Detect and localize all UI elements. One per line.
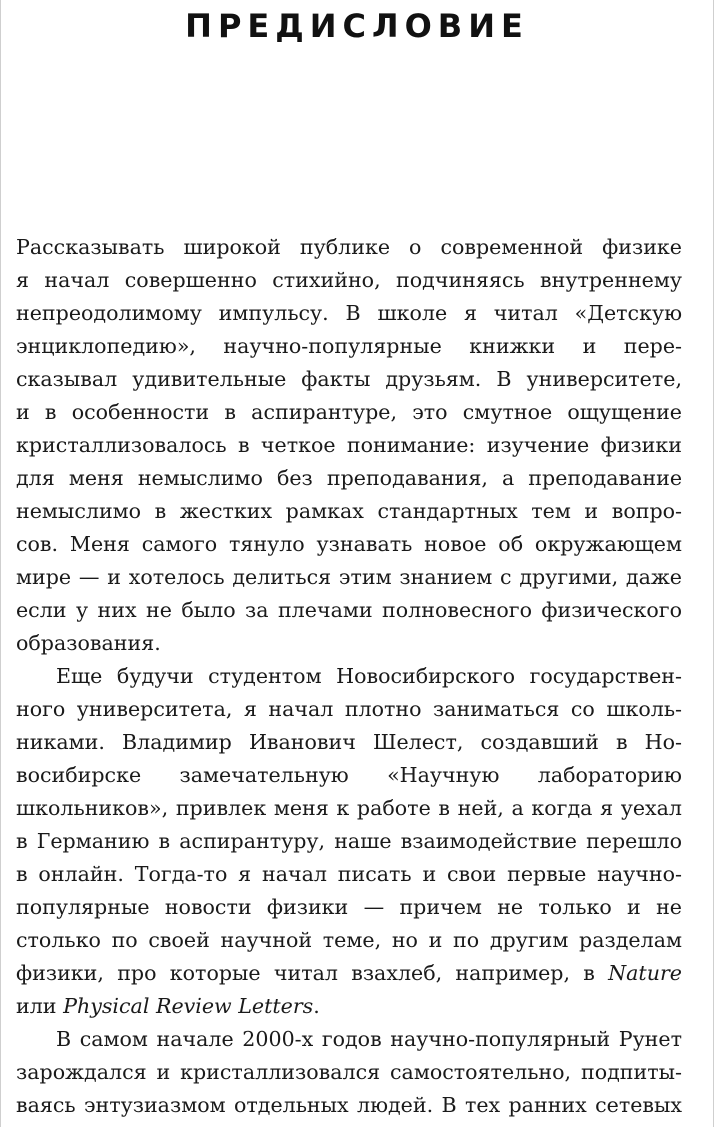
- text-line: [16, 990, 682, 1023]
- text-line: для меня немыслимо без преподавания, а преподавание: [16, 466, 682, 490]
- text-line: мире — и хотелось делиться этим знанием с другими, даже: [16, 565, 682, 589]
- text-line: немыслимо в жестких рамках стандартных тем и вопро-: [16, 499, 682, 523]
- text-line: В самом начале 2000-х годов научно-популярный Рунет: [56, 1027, 682, 1051]
- paragraph-3: [16, 1023, 682, 1122]
- journal-title: Physical Review Letters: [63, 994, 314, 1018]
- chapter-title: ПРЕДИСЛОВИЕ: [185, 7, 529, 45]
- text-line: сов. Меня самого тянуло узнавать новое об окружающем: [16, 532, 682, 556]
- text-fragment: или: [16, 994, 57, 1018]
- text-line: восибирске замечательную «Научную лабораторию: [16, 763, 682, 787]
- text-line: и в особенности в аспирантуре, это смутное ощущение: [16, 400, 682, 424]
- text-fragment: физики, про которые читал взахлеб, например, в: [16, 961, 595, 985]
- text-line: зарождался и кристаллизовался самостоятельно, подпиты-: [16, 1060, 682, 1084]
- text-line: Рассказывать широкой публике о современной физике: [16, 235, 682, 259]
- text-fragment: .: [313, 994, 320, 1018]
- text-line: ваясь энтузиазмом отдельных людей. В тех ранних сетевых: [16, 1093, 682, 1117]
- text-line: сказывал удивительные факты друзьям. В университете,: [16, 367, 682, 391]
- text-line: в онлайн. Тогда-то я начал писать и свои первые научно-: [16, 862, 682, 886]
- text-line: столько по своей научной теме, но и по другим разделам: [16, 928, 682, 952]
- text-line: ного университета, я начал плотно заниматься со школь-: [16, 697, 682, 721]
- text-line: [16, 957, 682, 990]
- paragraph-1: [16, 231, 682, 660]
- text-line: школьников», привлек меня к работе в ней, а когда я уехал: [16, 796, 682, 820]
- text-line: я начал совершенно стихийно, подчиняясь внутреннему: [16, 268, 682, 292]
- text-line: популярные новости физики — причем не только и не: [16, 895, 682, 919]
- text-line: в Германию в аспирантуру, наше взаимодействие перешло: [16, 829, 682, 853]
- text-line: если у них не было за плечами полновесного физического: [16, 598, 682, 622]
- text-line: кристаллизовалось в четкое понимание: изучение физики: [16, 433, 682, 457]
- journal-title: Nature: [608, 961, 682, 985]
- text-line: непреодолимому импульсу. В школе я читал «Детскую: [16, 301, 682, 325]
- body-text: [16, 231, 682, 1122]
- text-line: энциклопедию», научно-популярные книжки и пере-: [16, 334, 682, 358]
- text-line: образования.: [16, 631, 161, 655]
- text-line: Еще будучи студентом Новосибирского государствен-: [56, 664, 682, 688]
- text-line: никами. Владимир Иванович Шелест, создавший в Но-: [16, 730, 682, 754]
- paragraph-2: [16, 660, 682, 1023]
